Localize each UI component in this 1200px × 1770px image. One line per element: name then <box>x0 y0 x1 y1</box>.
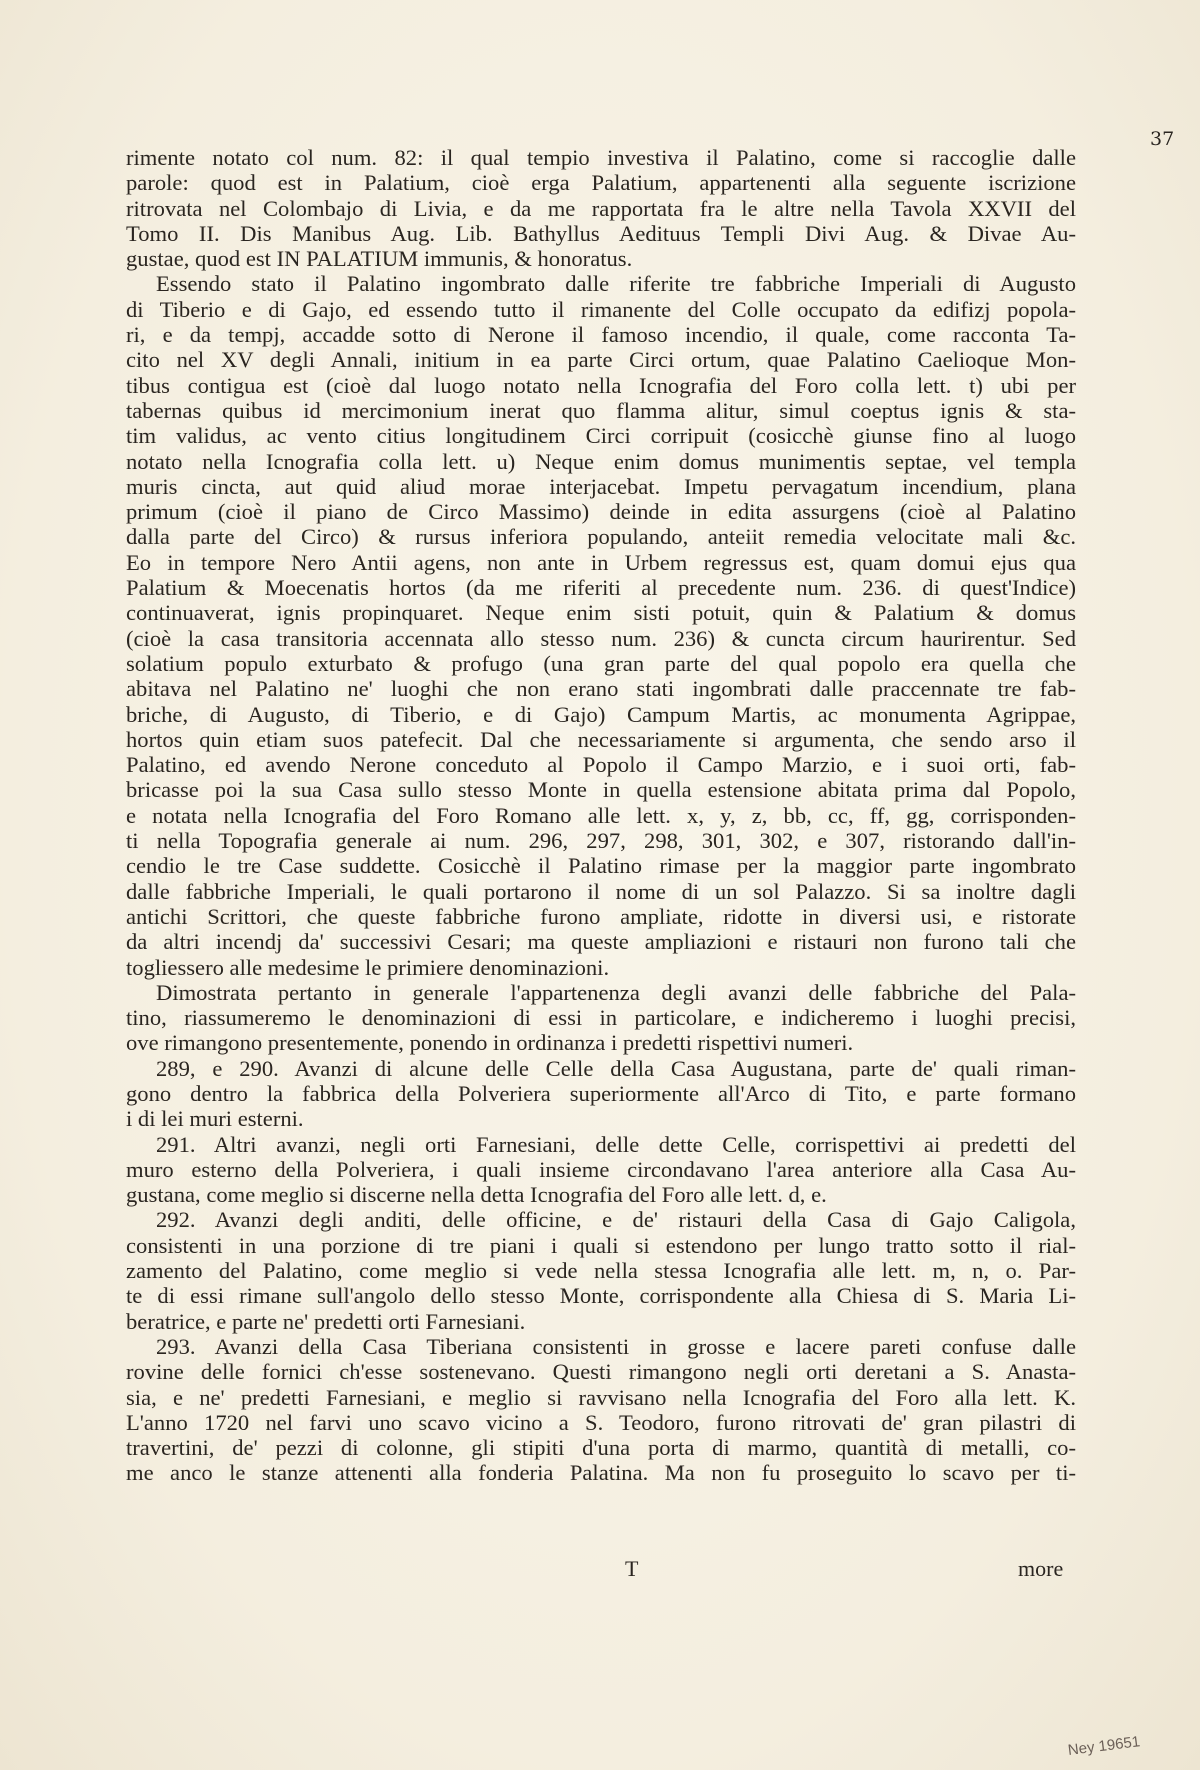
text-line: gustana, come meglio si discerne nella detta Icnografia del Foro alle lett. d, e. <box>126 1182 827 1208</box>
text-line: muro esterno della Polveriera, i quali insieme circondavano l'area anteriore alla Casa Au- <box>126 1156 1076 1182</box>
text-line: bricasse poi la sua Casa sullo stesso Monte in quella estensione abitata prima dal Popolo, <box>126 777 1076 803</box>
text-line: da altri incendj da' successivi Cesari; ma queste ampliazioni e ristauri non furono tali che <box>126 929 1076 955</box>
text-line: rimente notato col num. 82: il qual tempio investiva il Palatino, come si raccoglie dalle <box>126 145 1076 170</box>
body-text <box>126 145 1076 1486</box>
page-number: 37 <box>1150 128 1175 150</box>
text-line: Dimostrata pertanto in generale l'appartenenza degli avanzi delle fabbriche del Pala- <box>156 979 1076 1005</box>
text-line: cito nel XV degli Annali, initium in ea parte Circi ortum, quae Palatino Caelioque Mon- <box>126 347 1076 373</box>
text-line: abitava nel Palatino ne' luoghi che non erano stati ingombrati dalle praccennate tre fab- <box>126 676 1076 702</box>
text-line: tabernas quibus id mercimonium inerat quo flamma alitur, simul coeptus ignis & sta- <box>126 397 1076 423</box>
text-line: rovine delle fornici ch'esse sostenevano. Questi rimangono negli orti deretani a S. Anasta- <box>126 1359 1076 1385</box>
text-line: ri, e da tempj, accadde sotto di Nerone il famoso incendio, il quale, come racconta Ta- <box>126 322 1076 348</box>
text-line: antichi Scrittori, che queste fabbriche furono ampliate, ridotte in diversi usi, e ristorate <box>126 903 1076 929</box>
text-line: dalle fabbriche Imperiali, le quali portarono il nome di un sol Palazzo. Si sa inoltre dagli <box>126 878 1076 904</box>
text-line: ove rimangono presentemente, ponendo in ordinanza i predetti rispettivi numeri. <box>126 1030 854 1056</box>
text-line: ti nella Topografia generale ai num. 296, 297, 298, 301, 302, e 307, ristorando dall'in- <box>126 828 1076 854</box>
text-line: te di essi rimane sull'angolo dello stesso Monte, corrispondente alla Chiesa di S. Maria Li- <box>126 1283 1076 1309</box>
text-line: sia, e ne' predetti Farnesiani, e meglio si ravvisano nella Icnografia del Foro alla lett. K. <box>126 1384 1076 1410</box>
text-line: hortos quin etiam suos patefecit. Dal che necessariamente si argumenta, che sendo arso il <box>126 726 1076 752</box>
text-line: beratrice, e parte ne' predetti orti Farnesiani. <box>126 1308 526 1334</box>
text-line: 291. Altri avanzi, negli orti Farnesiani, delle dette Celle, corrispettivi ai predetti del <box>156 1131 1076 1157</box>
text-line: continuaverat, ignis propinquaret. Neque enim sisti potuit, quin & Palatium & domus <box>126 600 1076 626</box>
accession-note: Ney 19651 <box>1066 1733 1142 1759</box>
text-line: e notata nella Icnografia del Foro Romano alle lett. x, y, z, bb, cc, ff, gg, corrisponden- <box>126 802 1076 828</box>
text-line: primum (cioè il piano de Circo Massimo) deinde in edita assurgens (cioè al Palatino <box>126 499 1076 525</box>
text-line: Eo in tempore Nero Antii agens, non ante in Urbem regressus est, quam domui ejus qua <box>126 549 1076 575</box>
text-line: Palatium & Moecenatis hortos (da me riferiti al precedente num. 236. di quest'Indice) <box>126 575 1076 601</box>
text-line: tim validus, ac vento citius longitudinem Circi corripuit (cosicchè giunse fino al luogo <box>126 423 1076 449</box>
text-line: travertini, de' pezzi di colonne, gli stipiti d'una porta di marmo, quantità di metalli, co- <box>126 1435 1076 1461</box>
text-line: di Tiberio e di Gajo, ed essendo tutto il rimanente del Colle occupato da edifizj popola- <box>126 296 1076 322</box>
signature-mark: T <box>625 1556 639 1581</box>
text-line: muris cincta, aut quid aliud morae interjacebat. Impetu pervagatum incendium, plana <box>126 473 1076 499</box>
text-line: parole: quod est in Palatium, cioè erga Palatium, appartenenti alla seguente iscrizione <box>126 170 1076 196</box>
catchword: more <box>1018 1556 1064 1581</box>
text-line: notato nella Icnografia colla lett. u) Neque enim domus munimentis septae, vel templa <box>126 448 1076 474</box>
text-line: i di lei muri esterni. <box>126 1106 304 1132</box>
text-line: gustae, quod est IN PALATIUM immunis, & honoratus. <box>126 246 633 272</box>
text-line: cendio le tre Case suddette. Cosicchè il Palatino rimase per la maggior parte ingombrato <box>126 853 1076 879</box>
text-line: zamento del Palatino, come meglio si vede nella stessa Icnografia alle lett. m, n, o. Par- <box>126 1258 1076 1284</box>
text-line: 289, e 290. Avanzi di alcune delle Celle della Casa Augustana, parte de' quali riman- <box>156 1055 1076 1081</box>
text-line: 293. Avanzi della Casa Tiberiana consistenti in grosse e lacere pareti confuse dalle <box>156 1333 1076 1359</box>
text-line: gono dentro la fabbrica della Polveriera superiormente all'Arco di Tito, e parte formano <box>126 1080 1076 1106</box>
text-line: consistenti in una porzione di tre piani i quali si estendono per lungo tratto sotto il rial- <box>126 1232 1076 1258</box>
text-line: Tomo II. Dis Manibus Aug. Lib. Bathyllus Aedituus Templi Divi Aug. & Divae Au- <box>126 220 1076 246</box>
text-line: briche, di Augusto, di Tiberio, e di Gajo) Campum Martis, ac monumenta Agrippae, <box>126 701 1076 727</box>
text-line: 292. Avanzi degli anditi, delle officine, e de' ristauri della Casa di Gajo Caligola, <box>156 1207 1076 1233</box>
text-line: tibus contigua est (cioè dal luogo notato nella Icnografia del Foro colla lett. t) ubi per <box>126 372 1076 398</box>
text-line: ritrovata nel Colombajo di Livia, e da me rapportata fra le altre nella Tavola XXVII del <box>126 195 1076 221</box>
text-line: Essendo stato il Palatino ingombrato dalle riferite tre fabbriche Imperiali di Augusto <box>156 271 1076 297</box>
text-line: togliessero alle medesime le primiere denominazioni. <box>126 954 610 980</box>
text-line: dalla parte del Circo) & rursus inferiora populando, anteiit remedia velocitate mali &c. <box>126 524 1076 550</box>
text-line: (cioè la casa transitoria accennata allo stesso num. 236) & cuncta circum haurirentur. Sed <box>126 625 1076 651</box>
text-line: me anco le stanze attenenti alla fonderia Palatina. Ma non fu proseguito lo scavo per ti- <box>126 1460 1076 1486</box>
text-line: L'anno 1720 nel farvi uno scavo vicino a S. Teodoro, furono ritrovati de' gran pilastri di <box>126 1409 1076 1435</box>
text-line: tino, riassumeremo le denominazioni di essi in particolare, e indicheremo i luoghi precisi, <box>126 1005 1076 1031</box>
text-line: Palatino, ed avendo Nerone conceduto al Popolo il Campo Marzio, e i suoi orti, fab- <box>126 752 1076 778</box>
text-line: solatium populo exturbato & profugo (una gran parte del qual popolo era quella che <box>126 650 1076 676</box>
